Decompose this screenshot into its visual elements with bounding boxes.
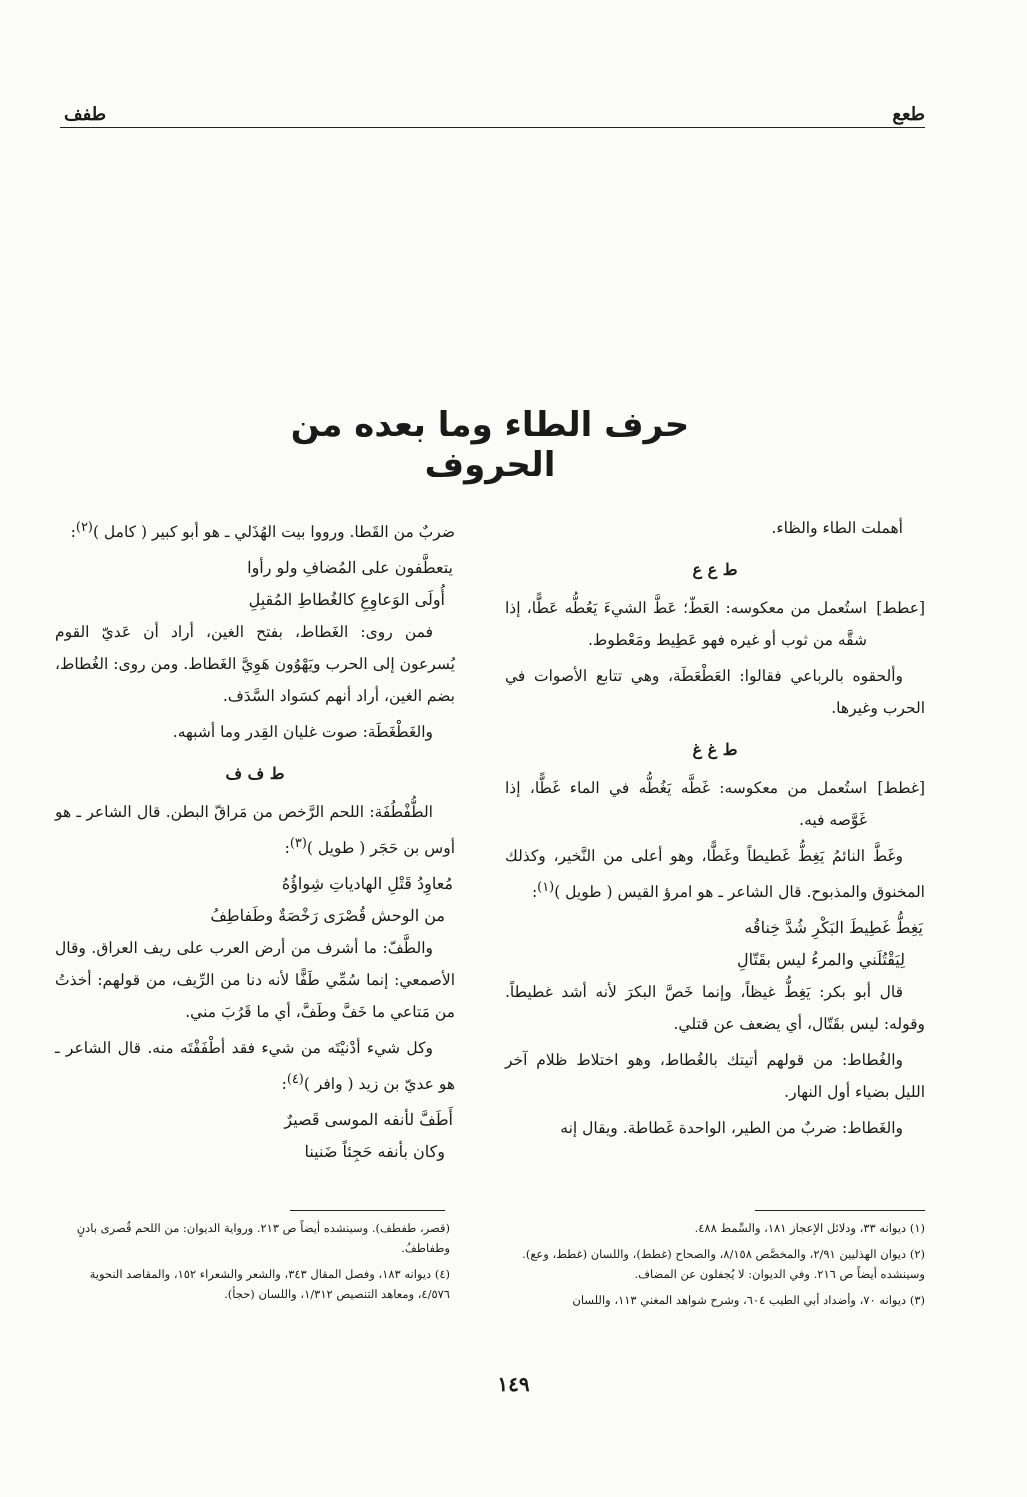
footnote-ref: (٢) bbox=[75, 520, 93, 535]
verse-hemistich: من الوحش قُصْرَى رَخْصَةٌ وطَفاطِفُ bbox=[210, 906, 445, 926]
verse-line bbox=[55, 1104, 455, 1136]
root-heading: ط غ غ bbox=[692, 740, 738, 759]
verse-line bbox=[55, 900, 455, 932]
verse-line bbox=[55, 1136, 455, 1168]
punct: : bbox=[70, 523, 76, 542]
entry-tag: [غطط] bbox=[877, 779, 925, 797]
punct: : bbox=[281, 1075, 287, 1094]
header-rule bbox=[60, 127, 925, 128]
verse-hemistich: أَطَفَّ لأنفه الموسى قَصيرٌ bbox=[284, 1110, 453, 1130]
paragraph: قال أبو بكر: يَغِطُّ غيظاً، وإنما خَصَّ البكرَ لأنه أشد غطيطاً. وقوله: ليس بقَتّال، أي يضعف عن قتلي. bbox=[505, 983, 925, 1034]
verse-hemistich: مُعاوِدُ قَتْلِ الهادياتِ شِواؤُهُ bbox=[281, 874, 453, 894]
footnote: (قصر، طفطف). وسينشده أيضاً ص ٢١٣. ورواية الديوان: من اللحم قُصرى بادنٍ وطفاطفُ. bbox=[76, 1221, 450, 1255]
verse-line bbox=[55, 584, 455, 616]
verse-line bbox=[55, 552, 455, 584]
entry-text: استُعمل من معكوسه: غَطَّه يَغُطُّه في الماء غَطًّا، إذا غَوَّصه فيه. bbox=[505, 779, 867, 829]
footnote: (٤) ديوانه ١٨٣، وفصل المقال ٣٤٣، والشعر والشعراء ١٥٢، والمقاصد النحوية ٤/٥٧٦، ومعاهد التنصيص ١/٣١٢، واللسان (حجأ). bbox=[89, 1267, 450, 1301]
paragraph: والغَطْغَطَة: صوت غليان القِدر وما أشبهه. bbox=[172, 723, 433, 742]
footnote: (٣) ديوانه ٧٠، وأضداد أبي الطيب ٦٠٤، وشرح شواهد المغني ١١٣، واللسان bbox=[572, 1293, 925, 1307]
paragraph: والغُطاط: من قولهم أتيتك بالغُطاط، وهو اختلاط ظلام آخر الليل بضياء أول النهار. bbox=[505, 1051, 925, 1102]
entry-text: استُعمل من معكوسه: العَطّ؛ عَطَّ الشيءَ يَعُطُّه عَطًّا، إذا شقَّه من ثوب أو غيره فهو عَطِيط ومَعْطوط. bbox=[505, 599, 867, 649]
paragraph bbox=[55, 796, 455, 864]
footnotes-left bbox=[55, 1218, 450, 1310]
verse-hemistich: وكان بأنفه حَجِئاً ضَنينا bbox=[304, 1142, 445, 1162]
footnotes-right bbox=[505, 1218, 925, 1316]
running-header-left: طفف bbox=[64, 104, 107, 125]
paragraph bbox=[55, 512, 455, 548]
paragraph: فمن روى: الغَطاط، بفتح الغين، أراد أن عَديّ القوم يُسرعون إلى الحرب ويَهْوُون هَوِيَّ الغَطاط. ومن روى: الغُطاط، بضم الغين، أراد أنهم كسَواد السَّدَف. bbox=[55, 623, 455, 706]
paragraph-text: ضربٌ من القَطا. ورووا بيت الهُذَلي ـ هو أبو كبير ( كامل ) bbox=[92, 523, 455, 542]
page-number: ١٤٩ bbox=[497, 1372, 530, 1396]
intro-line: أهملت الطاء والظاء. bbox=[771, 519, 903, 537]
paragraph-text: وغَطَّ النائمُ يَغِطُّ غَطيطاً وغَطًّا، وهو أعلى من النَّخير، وكذلك المخنوق والمذبوح. قال الشاعر ـ هو امرؤ القيس ( طويل ) bbox=[505, 847, 925, 902]
verse-hemistich: أُولَى الوَعاوِعِ كالغُطاطِ المُقبِلِ bbox=[248, 590, 445, 610]
footnote-rule bbox=[755, 1210, 925, 1211]
running-header-right: طعع bbox=[892, 104, 925, 125]
right-column bbox=[505, 512, 925, 1148]
paragraph bbox=[505, 840, 925, 908]
footnote-ref: (٣) bbox=[289, 836, 307, 852]
verse-hemistich: يَغِطُّ غَطِيطَ البَكْرِ شُدَّ خِناقُه bbox=[744, 918, 923, 938]
paragraph: والطَّفّ: ما أشرف من أرض العرب على ريف العراق. وقال الأصمعي: إنما سُمِّي طَفًّا لأنه دنا من الرِّيف، من قولهم: أخذتُ من مَتاعي ما خَفَّ وطَفَّ، أي ما قَرُبَ مني. bbox=[55, 939, 455, 1022]
footnote-rule bbox=[290, 1210, 445, 1211]
verse-hemistich: يتعطَّفون على المُضافِ ولو رأوا bbox=[247, 558, 453, 578]
paragraph-text: الطُّفْطُفَة: اللحم الرَّخص من مَراقّ البطن. قال الشاعر ـ هو أوس بن حَجَر ( طويل ) bbox=[55, 803, 455, 858]
chapter-title: حرف الطاء وما بعده من الحروف bbox=[290, 405, 690, 485]
verse-line bbox=[55, 868, 455, 900]
verse-line bbox=[505, 912, 925, 944]
root-heading: ط ع ع bbox=[692, 560, 738, 579]
entry-tag: [عطط] bbox=[876, 599, 925, 617]
paragraph: والغَطاط: ضربٌ من الطير، الواحدة غَطاطة. ويقال إنه bbox=[560, 1119, 903, 1138]
root-heading: ط ف ف bbox=[225, 764, 285, 784]
verse-line bbox=[505, 944, 925, 976]
footnote-ref: (٤) bbox=[286, 1072, 304, 1088]
left-column bbox=[55, 512, 455, 1168]
paragraph bbox=[55, 1032, 455, 1100]
footnote: (٢) ديوان الهذليين ٢/٩١، والمخصَّص ٨/١٥٨، والصحاح (غطط)، واللسان (غطط، وعع). وسينشده أيضاً ص ٢١٦. وفي الديوان: لا يُجفلون عن المضاف. bbox=[522, 1247, 925, 1281]
verse-hemistich: لِيَقْتُلَني والمرءُ ليس بقَتّالِ bbox=[737, 950, 905, 970]
entry-paragraph bbox=[505, 592, 925, 656]
paragraph-text: وكل شيء أدْنيْتَه من شيء فقد أطْفَفْتَه منه. قال الشاعر ـ هو عديّ بن زيد ( وافر ) bbox=[55, 1039, 455, 1094]
punct: : bbox=[531, 883, 538, 902]
paragraph: وألحقوه بالرباعي فقالوا: العَطْعَطَة، وهي تتابع الأصوات في الحرب وغيرها. bbox=[505, 667, 925, 717]
footnote-ref: (١) bbox=[537, 880, 555, 895]
punct: : bbox=[284, 839, 290, 858]
entry-paragraph bbox=[505, 772, 925, 836]
footnote: (١) ديوانه ٣٣، ودلائل الإعجاز ١٨١، والسِّمط ٤٨٨. bbox=[694, 1221, 925, 1235]
